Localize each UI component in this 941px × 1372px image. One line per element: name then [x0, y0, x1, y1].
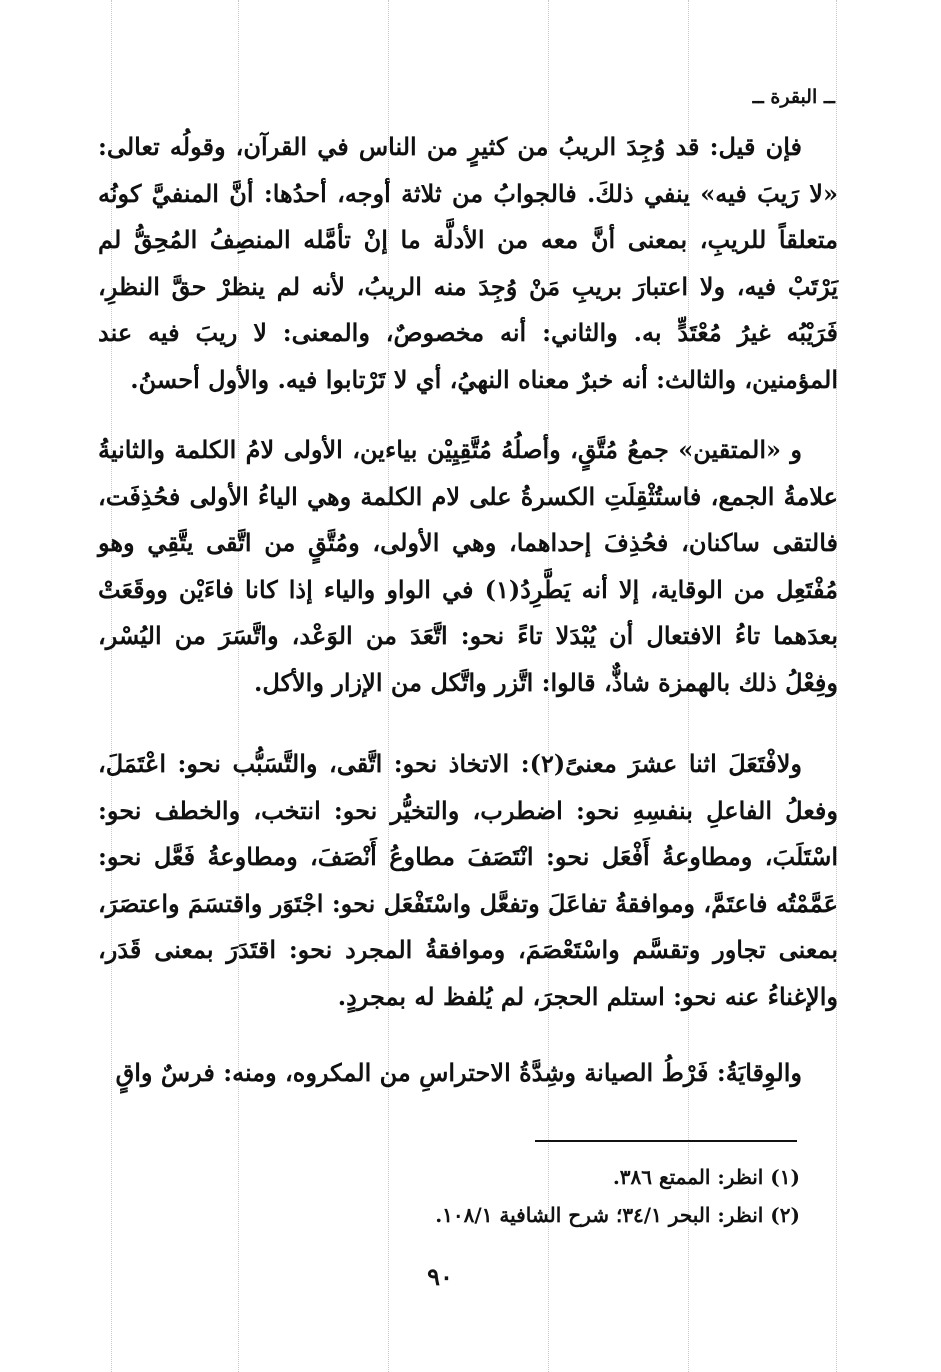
paragraph: والوِقايَةُ: فَرْطُ الصيانة وشِدَّةُ الاحتراسِ من المكروه، ومنه: فرسٌ واقٍ: [115, 1058, 802, 1087]
running-head: ــ البقرة ــ: [752, 86, 835, 108]
paragraph: فإن قيل: قد وُجِدَ الريبُ من كثيرٍ من الناس في القرآن، وقولُه تعالى: «لا رَيبَ فيه» ينفي ذلكَ. فالجوابُ من ثلاثة أوجه، أحدُها: أنَّ المنفيَّ كونُه متعلقاً للريبِ، بمعنى أنَّ معه من الأدلَّة ما إنْ تأمَّله المنصِفُ المُحِقُّ لم يَرْتَبْ فيه، ولا اعتبارَ بريبِ مَنْ وُجِدَ منه الريبُ، لأنه لم ينظرْ حقَّ النظرِ، فَرَيْبُه غيرُ مُعْتَدٍّ به. والثاني: أنه مخصوصٌ، والمعنى: لا ريبَ فيه عند المؤمنين، والثالث: أنه خبرٌ معناه النهيُ، أي لا تَرْتابوا فيه. والأول أحسنُ.: [98, 132, 838, 394]
paragraph: و «المتقين» جمعُ مُتَّقٍ، وأصلُهُ مُتَّقِيِيْن بياءين، الأولى لامُ الكلمة والثانيةُ علامةُ الجمع، فاستُثْقِلَتِ الكسرةُ على لام الكلمة وهي الياءُ الأولى فحُذِفَت، فالتقى ساكنان، فحُذِفَ إحداهما، وهي الأولى، ومُتَّقٍ من اتَّقى يتَّقِي وهو مُفْتَعِل من الوقاية، إلا أنه يَطَّرِدُ(١) في الواو والياء إذا كانا فاءَيْن ووقَعَتْ بعدَهما تاءُ الافتعال أن يُبْدَلا تاءً نحو: اتَّعَدَ من الوَعْد، واتَّسَرَ من اليُسْر، وفِعْلُ ذلك بالهمزة شاذٌّ، قالوا: اتَّزر واتَّكل من الإزار والأكل.: [98, 435, 838, 697]
paragraph: ولافْتَعَلَ اثنا عشرَ معنىً(٢): الاتخاذ نحو: اتَّقى، والتَّسَبُّب نحو: اعْتَمَلَ، وفعلُ الفاعلِ بنفسِهِ نحو: اضطرب، والتخيُّر نحو: انتخب، والخطف نحو: اسْتَلَبَ، ومطاوعةُ أَفْعَل نحو: انْتَصَفَ مطاوعُ أَنْصَفَ، ومطاوعةُ فَعَّل نحو: عَمَّمْتُه فاعتَمَّ، وموافقةُ تفاعَلَ وتفعَّل واسْتَفْعَل نحو: اجْتَوَر واقتسَمَ واعتصَرَ، بمعنى تجاور وتقسَّم واسْتَعْصَمَ، وموافقةُ المجرد نحو: اقتَدَرَ بمعنى قَدَر، والإغناءُ عنه نحو: استلم الحجرَ، لم يُلفظ له بمجردٍ.: [98, 749, 838, 1011]
footnote: (٢) انظر: البحر ٣٤/١؛ شرح الشافية ١٠٨/١.: [435, 1203, 800, 1227]
footnotes: [300, 1158, 800, 1234]
footnote-separator: [535, 1140, 797, 1142]
page-number: ٩٠: [427, 1262, 453, 1291]
footnote: (١) انظر: الممتع ٣٨٦.: [612, 1165, 800, 1189]
